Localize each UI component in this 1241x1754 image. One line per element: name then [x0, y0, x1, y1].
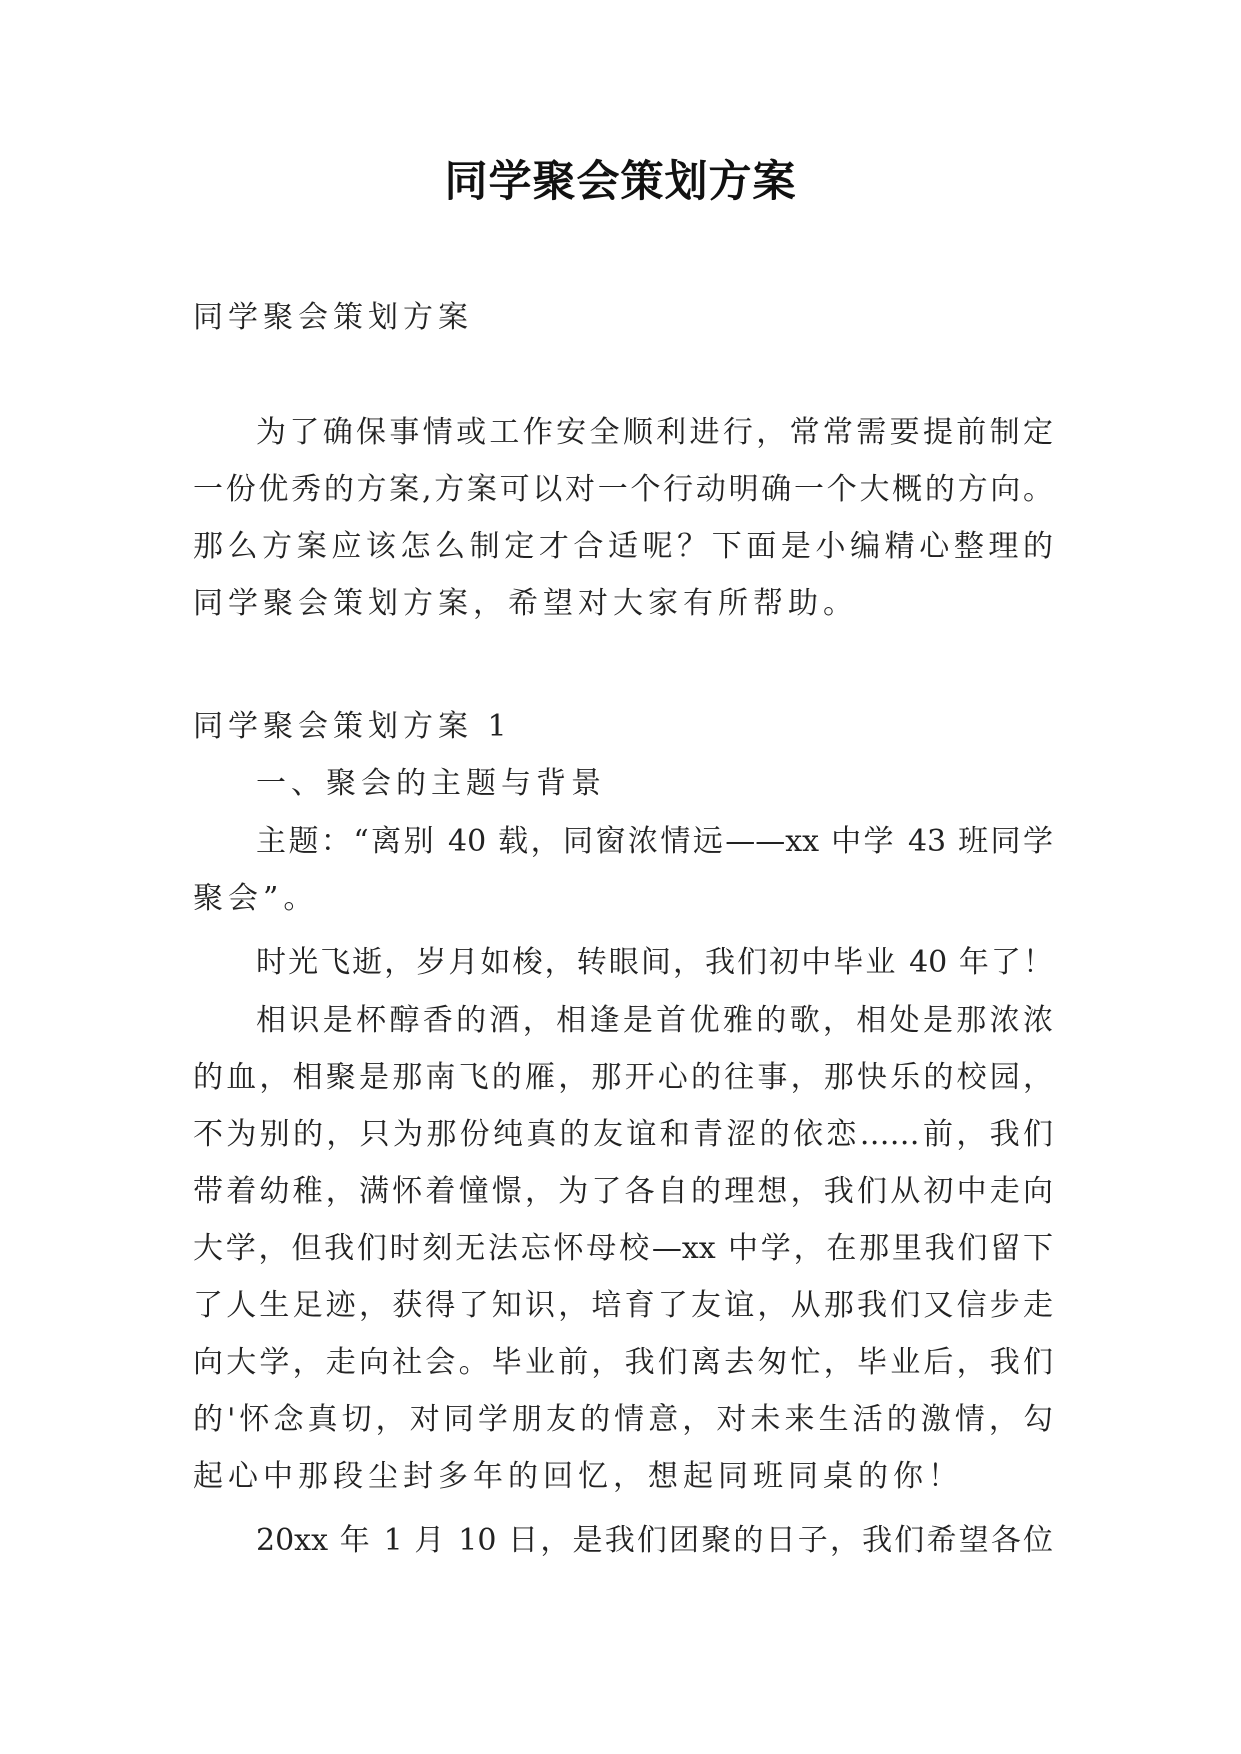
paragraph-line: 起心中那段尘封多年的回忆，想起同班同桌的你！ — [193, 1459, 963, 1494]
paragraph-line: 了人生足迹，获得了知识，培育了友谊，从那我们又信步走 — [193, 1288, 1053, 1323]
intro-line: 那么方案应该怎么制定才合适呢？下面是小编精心整理的 — [193, 529, 1053, 564]
paragraph-line: 的血，相聚是那南飞的雁，那开心的往事，那快乐的校园， — [193, 1060, 1053, 1095]
document-title: 同学聚会策划方案 — [444, 157, 797, 207]
paragraph-line: 的'怀念真切，对同学朋友的情意，对未来生活的激情，勾 — [193, 1402, 1053, 1437]
theme-line: 聚会”。 — [193, 881, 319, 916]
paragraph-line: 相识是杯醇香的酒，相逢是首优雅的歌，相处是那浓浓 — [256, 1003, 1053, 1038]
paragraph-line: 向大学，走向社会。毕业前，我们离去匆忙，毕业后，我们 — [193, 1345, 1053, 1380]
paragraph-line: 不为别的，只为那份纯真的友谊和青涩的依恋……前，我们 — [193, 1117, 1053, 1152]
document-subtitle: 同学聚会策划方案 — [193, 300, 473, 335]
theme-line: 主题：“离别 40 载，同窗浓情远——xx 中学 43 班同学 — [256, 824, 1053, 859]
paragraph-line: 带着幼稚，满怀着憧憬，为了各自的理想，我们从初中走向 — [193, 1174, 1053, 1209]
intro-line: 一份优秀的方案,方案可以对一个行动明确一个大概的方向。 — [193, 472, 1053, 507]
paragraph-line: 大学，但我们时刻无法忘怀母校—xx 中学，在那里我们留下 — [193, 1231, 1053, 1266]
section-subheading: 一、聚会的主题与背景 — [256, 766, 606, 801]
intro-line: 为了确保事情或工作安全顺利进行，常常需要提前制定 — [256, 415, 1053, 450]
paragraph-line: 20xx 年 1 月 10 日，是我们团聚的日子，我们希望各位 — [256, 1523, 1053, 1558]
intro-line: 同学聚会策划方案，希望对大家有所帮助。 — [193, 586, 858, 621]
section-heading: 同学聚会策划方案 1 — [193, 709, 512, 744]
paragraph-line: 时光飞逝，岁月如梭，转眼间，我们初中毕业 40 年了！ — [256, 945, 1053, 980]
